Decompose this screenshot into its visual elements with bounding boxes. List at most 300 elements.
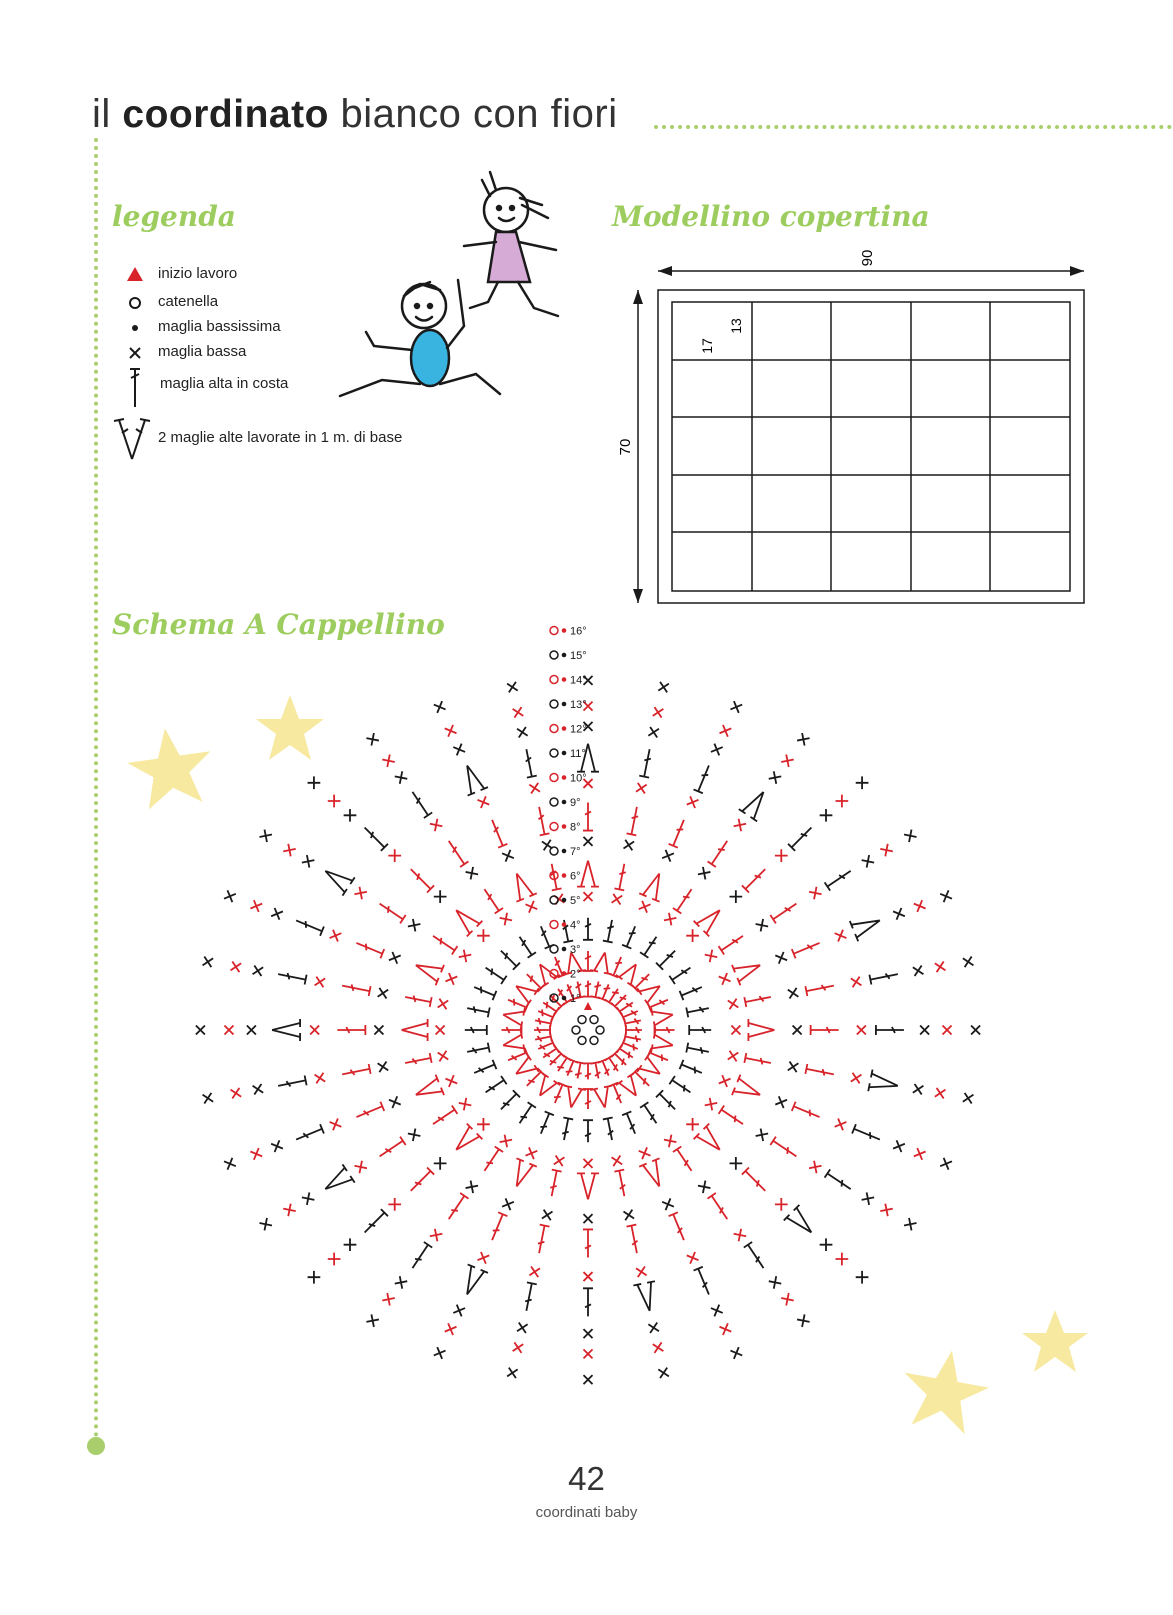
- round-label: 5°: [570, 895, 581, 907]
- stitch-cross: [788, 988, 799, 999]
- stitch-cross: [639, 1147, 651, 1159]
- stitch-post: [534, 1225, 549, 1254]
- stitch-cross: [769, 771, 781, 783]
- stitch-cross: [775, 849, 788, 862]
- stitch-post: [521, 748, 536, 777]
- stitch-post: [480, 886, 503, 913]
- stitch-cross: [698, 867, 710, 879]
- stitch-cross: [719, 1075, 731, 1087]
- stitch-cross: [466, 1181, 478, 1193]
- stitch-cross: [502, 850, 514, 862]
- stitch-post: [472, 982, 496, 1000]
- chain-circle: [550, 847, 558, 855]
- stitch-v: [412, 1075, 444, 1105]
- stitch-cross: [308, 1271, 321, 1284]
- stitch-post: [583, 1063, 593, 1079]
- stitch-cross: [636, 1267, 647, 1278]
- stitch-cross: [500, 1135, 512, 1147]
- stitch-cross: [653, 707, 664, 718]
- stitch-cross: [664, 1135, 676, 1147]
- stitch-v: [457, 761, 488, 795]
- stitch-post: [590, 1062, 603, 1080]
- stitch-post: [805, 1064, 834, 1079]
- legend-label: maglia alta in costa: [160, 375, 289, 392]
- slip-stitch-dot: [562, 996, 567, 1001]
- chain-circle: [572, 1026, 580, 1034]
- stitch-post: [640, 1102, 661, 1126]
- stitch-cross: [720, 1323, 732, 1335]
- stitch-cross: [920, 1026, 929, 1035]
- stitch-post: [404, 992, 431, 1007]
- legend-label: maglia bassa: [158, 343, 247, 360]
- stitch-post: [673, 886, 696, 913]
- stitch-post: [811, 1025, 839, 1035]
- stitch-post: [294, 916, 324, 936]
- stitch-cross: [775, 1198, 788, 1211]
- legend-label: catenella: [158, 293, 219, 310]
- stitch-cross: [203, 1093, 214, 1104]
- stitch-cross: [478, 796, 490, 808]
- stitch-v: [457, 1264, 488, 1298]
- stitch-cross: [517, 1322, 528, 1333]
- stitch-cross: [612, 894, 623, 905]
- stitch-post: [465, 1025, 487, 1035]
- stitch-v: [694, 902, 728, 936]
- stitch-cross: [734, 1229, 746, 1241]
- stitch-cross: [624, 840, 635, 851]
- stitch-cross: [904, 1218, 916, 1230]
- stitch-cross: [851, 1073, 862, 1084]
- stitch-v: [850, 910, 884, 941]
- stitch-post: [655, 1025, 675, 1035]
- stitch-cross: [388, 849, 401, 862]
- stitch-post: [805, 981, 834, 996]
- stitch-post: [669, 1212, 689, 1242]
- book-title: coordinati baby: [535, 1504, 638, 1521]
- stitch-cross: [382, 1293, 394, 1305]
- stitch-post: [277, 1075, 306, 1090]
- stitch-cross: [203, 957, 214, 968]
- stitch-cross: [584, 837, 593, 846]
- stitch-cross: [224, 1158, 236, 1170]
- stitch-post: [355, 1102, 385, 1122]
- stitch-cross: [430, 819, 442, 831]
- stitch-cross: [259, 1218, 271, 1230]
- legend-label: maglia bassissima: [158, 318, 281, 335]
- stitch-post: [341, 1064, 370, 1079]
- stitch-cross: [648, 1322, 659, 1333]
- stitch-cross: [507, 682, 518, 693]
- stitch-post: [744, 1242, 768, 1271]
- stitch-cross: [705, 1098, 717, 1110]
- stitch-post: [742, 866, 769, 893]
- stitch-cross: [940, 890, 952, 902]
- stitch-cross: [687, 1252, 699, 1264]
- stitch-post: [624, 1015, 642, 1028]
- chain-circle: [550, 651, 558, 659]
- stitch-v: [507, 1158, 537, 1190]
- stitch-cross: [963, 957, 974, 968]
- stitch-post: [708, 1193, 732, 1222]
- stitch-cross: [389, 952, 401, 964]
- stitch-post: [430, 932, 457, 955]
- stitch-post: [536, 1111, 554, 1135]
- stitch-cross: [247, 1026, 256, 1035]
- stitch-post: [627, 1225, 642, 1254]
- stitch-post: [719, 932, 746, 955]
- stitch-cross: [271, 1140, 283, 1152]
- stitch-cross: [328, 1253, 341, 1266]
- page-number: 42: [568, 1460, 605, 1497]
- stitch-cross: [253, 1084, 264, 1095]
- stitch-cross: [584, 1272, 593, 1281]
- stitch-cross: [434, 1157, 447, 1170]
- stitch-cross: [913, 1084, 924, 1095]
- stitch-v: [732, 1075, 764, 1105]
- square-label-a: 17: [699, 338, 715, 354]
- slip-stitch-dot: [562, 628, 567, 633]
- chain-circle: [578, 1036, 586, 1044]
- round-label: 3°: [570, 944, 581, 956]
- slip-stitch-dot: [562, 824, 567, 829]
- stitch-cross: [584, 1375, 593, 1384]
- stitch-cross: [769, 1276, 781, 1288]
- stitch-cross: [445, 973, 457, 985]
- stitch-post: [680, 1060, 704, 1078]
- slip-stitch-dot: [562, 677, 567, 682]
- stitch-post: [694, 764, 714, 794]
- slip-stitch-dot: [562, 775, 567, 780]
- stitch-post: [559, 1117, 573, 1141]
- stitch-cross: [734, 819, 746, 831]
- stitch-post: [337, 1025, 365, 1035]
- legend-heading: legenda: [112, 200, 236, 233]
- stitch-cross: [775, 1096, 787, 1108]
- stitch-cross: [880, 844, 892, 856]
- stitch-post: [502, 1025, 522, 1035]
- stitch-post: [583, 1288, 593, 1316]
- stitch-cross: [636, 783, 647, 794]
- stitch-post: [515, 1102, 536, 1126]
- stitch-cross: [797, 1314, 809, 1326]
- stitch-cross: [893, 1140, 905, 1152]
- round-label: 7°: [570, 846, 581, 858]
- stitch-post: [445, 838, 469, 867]
- stitch-cross: [328, 795, 341, 808]
- stitch-post: [361, 824, 388, 851]
- stitch-post: [466, 1043, 490, 1057]
- stitch-cross: [502, 1198, 514, 1210]
- stitch-cross: [430, 1229, 442, 1241]
- stitch-post: [573, 1062, 586, 1080]
- stitch-v: [448, 1124, 482, 1158]
- stitch-cross: [935, 962, 946, 973]
- stitch-post: [408, 789, 432, 818]
- height-label: 70: [617, 438, 634, 456]
- title-part-1: il: [92, 92, 111, 136]
- stitch-cross: [662, 1198, 674, 1210]
- chain-circle: [590, 1036, 598, 1044]
- round-label: 16°: [570, 625, 587, 638]
- stitch-post: [547, 863, 562, 890]
- stitch-cross: [720, 725, 732, 737]
- stitch-cross: [686, 929, 699, 942]
- stitch-cross: [259, 830, 271, 842]
- stitch-post: [407, 866, 434, 893]
- round-label: 14°: [570, 674, 587, 687]
- stitch-cross: [719, 973, 731, 985]
- chain-circle: [550, 945, 558, 953]
- stitch-cross: [584, 1349, 593, 1358]
- slip-stitch-dot: [562, 726, 567, 731]
- stitch-cross: [835, 1118, 847, 1130]
- stitch-post: [656, 1090, 679, 1113]
- stitch-cross: [250, 1148, 262, 1160]
- stitch-cross: [836, 795, 849, 808]
- stitch-cross: [344, 1238, 357, 1251]
- stitch-post: [487, 1212, 507, 1242]
- width-label: 90: [859, 249, 876, 267]
- stitch-post: [689, 1025, 711, 1035]
- stitch-cross: [315, 1073, 326, 1084]
- stitch-cross: [302, 855, 314, 867]
- stitch-cross: [705, 950, 717, 962]
- stitch-post: [656, 947, 679, 970]
- stitch-cross: [856, 1271, 869, 1284]
- stitch-post: [534, 1025, 550, 1035]
- stitch-post: [583, 951, 593, 971]
- stitch-cross: [529, 1267, 540, 1278]
- stitch-cross: [730, 1347, 742, 1359]
- stitch-post: [624, 1032, 642, 1045]
- legend-label: inizio lavoro: [158, 265, 238, 282]
- stitch-post: [583, 981, 593, 997]
- stitch-post: [497, 947, 520, 970]
- stitch-cross: [378, 1062, 389, 1073]
- stitch-post: [669, 964, 693, 985]
- stitch-cross: [507, 1368, 518, 1379]
- stitch-cross: [330, 1118, 342, 1130]
- stitch-post: [680, 982, 704, 1000]
- stitch-cross: [940, 1158, 952, 1170]
- stitch-post: [825, 867, 854, 891]
- stitch-cross: [310, 1026, 319, 1035]
- stitch-post: [590, 981, 603, 999]
- stitch-v: [448, 902, 482, 936]
- stitch-cross: [196, 1026, 205, 1035]
- stitch-cross: [302, 1192, 314, 1204]
- stitch-cross: [639, 901, 651, 913]
- stitch-post: [583, 1229, 593, 1257]
- slip-stitch-dot: [562, 702, 567, 707]
- stitch-cross: [408, 1129, 420, 1141]
- stitch-post: [294, 1124, 324, 1144]
- stitch-v: [651, 1031, 675, 1056]
- stitch-cross: [477, 929, 490, 942]
- stitch-post: [583, 1089, 593, 1109]
- stitch-cross: [584, 892, 593, 901]
- stitch-v: [590, 950, 615, 974]
- stitch-post: [534, 1032, 552, 1045]
- stitch-cross: [500, 913, 512, 925]
- stitch-post: [445, 1193, 469, 1222]
- stitch-cross: [584, 1214, 593, 1223]
- stitch-cross: [904, 830, 916, 842]
- stitch-cross: [526, 901, 538, 913]
- stitch-post: [686, 1003, 710, 1017]
- round-label: 13°: [570, 699, 587, 711]
- chain-circle: [550, 896, 558, 904]
- chain-circle: [550, 774, 558, 782]
- stitch-cross: [624, 1210, 635, 1221]
- round-label: 15°: [570, 650, 587, 662]
- stitch-cross: [686, 1118, 699, 1131]
- stitch-cross: [711, 744, 723, 756]
- stitch-post: [694, 1267, 714, 1297]
- stitch-cross: [459, 1098, 471, 1110]
- stitch-cross: [809, 1161, 821, 1173]
- stitch-v: [784, 1205, 819, 1240]
- stitch-cross: [395, 1276, 407, 1288]
- stitch-cross: [388, 1198, 401, 1211]
- stitch-post: [744, 1053, 771, 1068]
- stitch-cross: [851, 977, 862, 988]
- stitch-cross: [836, 1253, 849, 1266]
- stitch-v: [501, 1004, 525, 1029]
- stitch-cross: [231, 1088, 242, 1099]
- stitch-cross: [797, 733, 809, 745]
- stitch-v: [507, 869, 537, 901]
- stitch-cross: [250, 900, 262, 912]
- slip-stitch-dot: [562, 653, 567, 658]
- stitch-v: [739, 786, 773, 822]
- stitch-post: [377, 1137, 406, 1161]
- legend-label: 2 maglie alte lavorate in 1 m. di base: [158, 429, 403, 446]
- slip-stitch-dot: [562, 751, 567, 756]
- stitch-cross: [658, 682, 669, 693]
- chain-circle: [550, 749, 558, 757]
- round-label: 1°: [570, 993, 581, 1005]
- stitch-post: [466, 1003, 490, 1017]
- chain-circle: [590, 1016, 598, 1024]
- slip-stitch-dot: [562, 849, 567, 854]
- stitch-cross: [793, 1026, 802, 1035]
- stitch-v: [577, 1173, 599, 1199]
- stitch-cross: [354, 887, 366, 899]
- stitch-cross: [436, 1026, 445, 1035]
- round-label: 8°: [570, 821, 581, 834]
- stitch-cross: [730, 701, 742, 713]
- stitch-cross: [395, 771, 407, 783]
- stitch-cross: [648, 727, 659, 738]
- stitch-post: [622, 924, 640, 948]
- stitch-cross: [729, 1157, 742, 1170]
- stitch-post: [341, 981, 370, 996]
- stitch-post: [534, 806, 549, 835]
- stitch-post: [583, 918, 593, 940]
- stitch-post: [472, 1060, 496, 1078]
- stitch-post: [669, 1076, 693, 1097]
- stitch-cross: [315, 977, 326, 988]
- stitch-v: [402, 1019, 428, 1041]
- stitch-post: [603, 919, 617, 943]
- square-label-b: 13: [728, 318, 744, 334]
- stitch-cross: [731, 1026, 740, 1035]
- stitch-v: [748, 1019, 774, 1041]
- stitch-v: [639, 869, 669, 901]
- stitch-cross: [453, 744, 465, 756]
- stitch-cross: [378, 988, 389, 999]
- round-label: 10°: [570, 772, 587, 785]
- stitch-cross: [914, 1148, 926, 1160]
- stitch-cross: [781, 1293, 793, 1305]
- stitch-post: [686, 1043, 710, 1057]
- stitch-cross: [809, 887, 821, 899]
- stitch-cross: [971, 1026, 980, 1035]
- stitch-cross: [478, 1252, 490, 1264]
- stitch-cross: [857, 1026, 866, 1035]
- stitch-cross: [434, 701, 446, 713]
- stitch-cross: [389, 1096, 401, 1108]
- round-label: 6°: [570, 870, 581, 883]
- stitch-cross: [271, 908, 283, 920]
- stitch-cross: [231, 962, 242, 973]
- stitch-post: [792, 938, 822, 958]
- stitch-cross: [330, 930, 342, 942]
- stitch-v: [412, 955, 444, 985]
- stitch-v: [319, 862, 355, 896]
- stitch-cross: [756, 919, 768, 931]
- round-label: 12°: [570, 723, 587, 736]
- stitch-cross: [354, 1161, 366, 1173]
- stitch-cross: [344, 809, 357, 822]
- stitch-post: [719, 1106, 746, 1129]
- stitch-cross: [711, 1305, 723, 1317]
- stitch-post: [669, 818, 689, 848]
- round-label: 9°: [570, 797, 581, 809]
- stitch-cross: [529, 783, 540, 794]
- stitch-cross: [935, 1088, 946, 1099]
- stitch-v: [868, 1070, 900, 1097]
- stitch-post: [408, 1242, 432, 1271]
- stitch-post: [430, 1106, 457, 1129]
- stitch-cross: [434, 1347, 446, 1359]
- chain-circle: [550, 798, 558, 806]
- stitch-post: [614, 1170, 629, 1197]
- stitch-cross: [893, 908, 905, 920]
- stitch-post: [792, 1102, 822, 1122]
- chain-circle: [550, 823, 558, 831]
- slip-stitch-dot: [562, 947, 567, 952]
- stitch-v: [590, 1086, 615, 1110]
- chain-circle: [550, 725, 558, 733]
- stitch-cross: [453, 1305, 465, 1317]
- stitch-cross: [308, 776, 321, 789]
- stitch-post: [852, 1124, 882, 1144]
- stitch-post: [497, 1090, 520, 1113]
- stitch-cross: [434, 890, 447, 903]
- stitch-v: [319, 1164, 355, 1198]
- stitch-cross: [914, 900, 926, 912]
- stitch-cross: [408, 919, 420, 931]
- stitch-cross: [438, 1051, 449, 1062]
- round-label: 4°: [570, 919, 581, 932]
- stitch-v: [639, 1158, 669, 1190]
- chain-circle: [550, 676, 558, 684]
- stitch-post: [483, 1076, 507, 1097]
- stitch-post: [640, 934, 661, 958]
- chain-circle: [550, 627, 558, 635]
